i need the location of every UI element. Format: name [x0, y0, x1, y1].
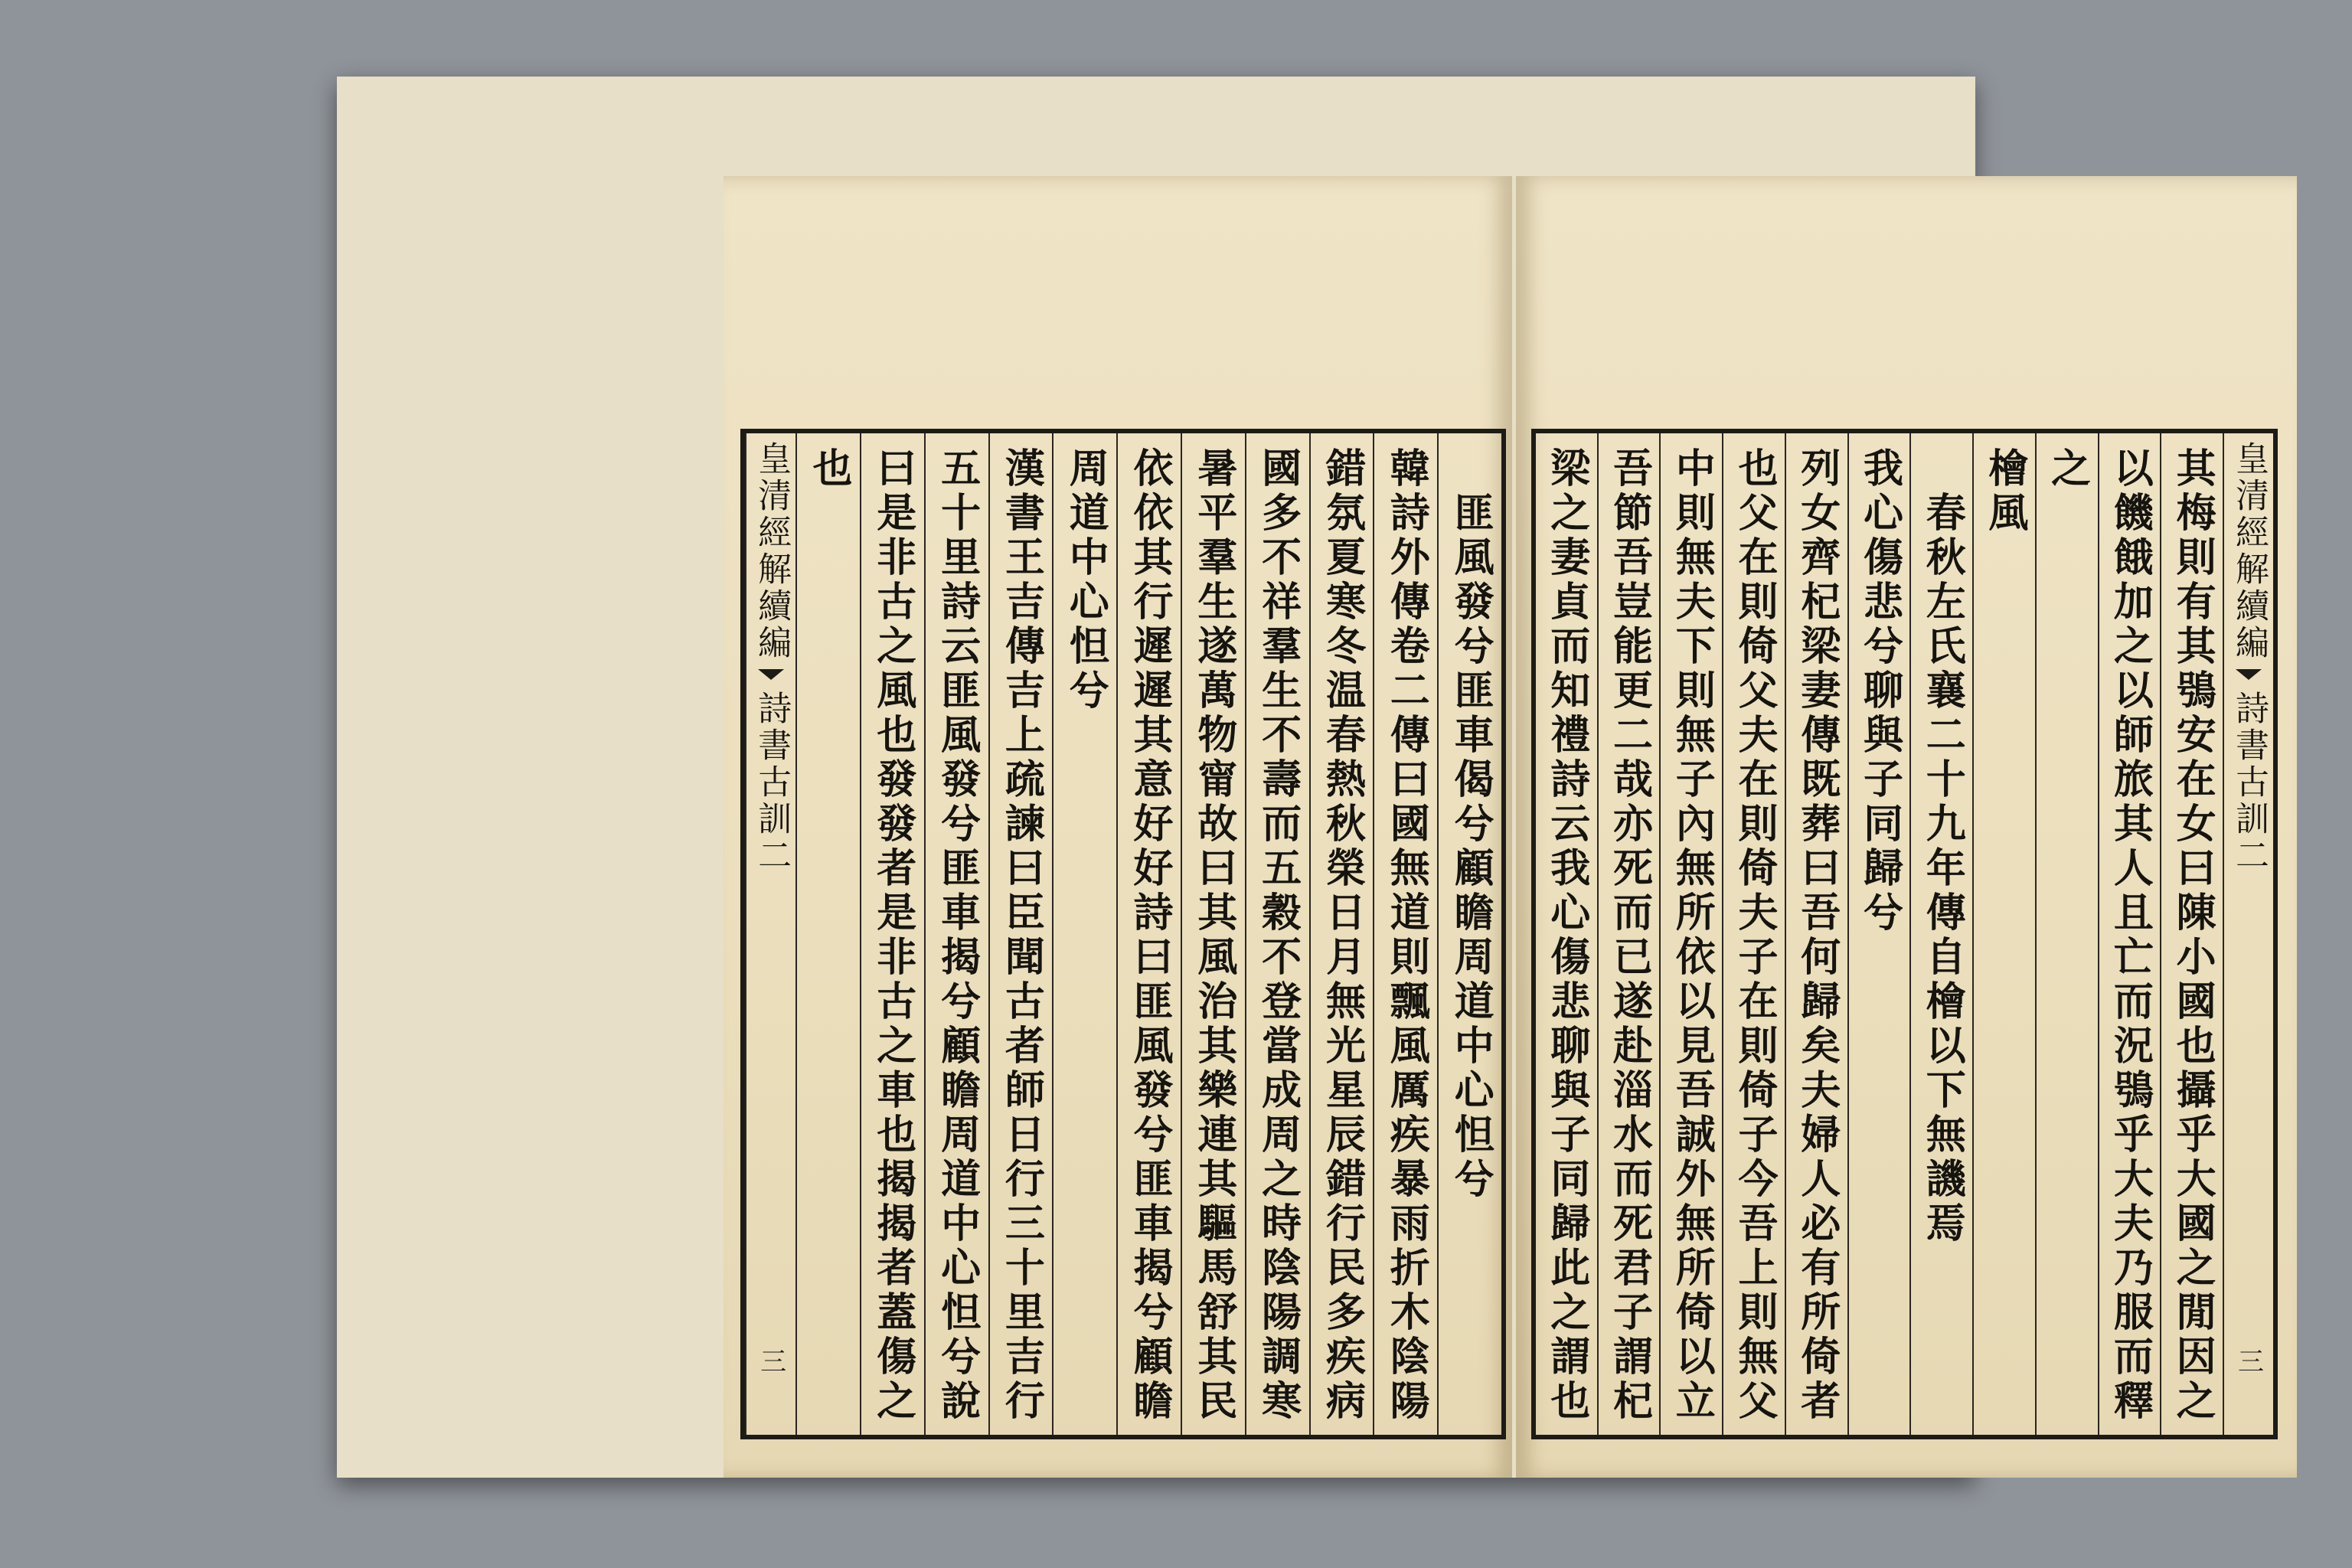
column-text: 檜風 [1981, 447, 2028, 536]
book-title: 皇清經解續編 [2230, 441, 2269, 662]
column-text: 之 [2043, 447, 2091, 492]
text-column [1909, 433, 1972, 1435]
left-text-frame [740, 429, 1506, 1439]
text-column [2035, 433, 2098, 1435]
text-column [1181, 433, 1245, 1435]
fish-tail-mark [2236, 669, 2262, 680]
column-text: 以饑餓加之以師旅其人且亡而況鴞乎大夫乃服而釋 [2106, 447, 2154, 1424]
text-column [795, 433, 860, 1435]
text-column [1597, 433, 1660, 1435]
right-page [1516, 176, 2297, 1478]
column-text: 韓詩外傳卷二傳曰國無道則飄風厲疾暴雨折木陰陽 [1383, 447, 1430, 1424]
text-column [1373, 433, 1437, 1435]
column-text: 也父在則倚父夫在則倚夫子在則倚子今吾上則無父 [1730, 447, 1778, 1424]
text-column [1245, 433, 1309, 1435]
text-column [2160, 433, 2223, 1435]
column-text: 錯氛夏寒冬温春熱秋榮日月無光星辰錯行民多疾病 [1318, 447, 1366, 1424]
text-column [860, 433, 924, 1435]
right-text-frame [1531, 429, 2278, 1439]
center-strip [745, 433, 795, 1435]
text-column [1116, 433, 1181, 1435]
column-text: 依依其行遲遲其意好好詩曰匪風發兮匪車揭兮顧瞻 [1126, 447, 1174, 1424]
column-text: 吾節吾豈能更二哉亦死而已遂赴淄水而死君子謂杞 [1606, 447, 1653, 1424]
column-text: 列女齊杞梁妻傳既葬曰吾何歸矣夫婦人必有所倚者 [1793, 447, 1841, 1424]
column-text: 漢書王吉傳吉上疏諫曰臣聞古者師日行三十里吉行 [998, 447, 1045, 1424]
text-column [1722, 433, 1785, 1435]
section-title: 詩書古訓二 [752, 691, 792, 874]
column-text: 也 [805, 447, 852, 492]
column-text: 中則無夫下則無子內無所依以見吾誠外無所倚以立 [1668, 447, 1716, 1424]
text-column [1052, 433, 1116, 1435]
column-text: 春秋左氏襄二十九年傳自檜以下無譏焉 [1919, 492, 1966, 1246]
column-text: 其梅則有其鴞安在女曰陳小國也攝乎大國之閒因之 [2169, 447, 2216, 1424]
column-text: 匪風發兮匪車偈兮顧瞻周道中心怛兮 [1447, 492, 1494, 1202]
left-page [724, 176, 1512, 1478]
column-text: 國多不祥羣生不壽而五穀不登當成周之時陰陽調寒 [1254, 447, 1302, 1424]
text-column [1847, 433, 1910, 1435]
folio-number: 三 [755, 1348, 786, 1374]
column-text: 我心傷悲兮聊與子同歸兮 [1856, 447, 1903, 936]
text-column [1536, 433, 1597, 1435]
column-text: 曰是非古之風也發發者是非古之車也揭揭者蓋傷之 [869, 447, 916, 1424]
column-text: 梁之妻貞而知禮詩云我心傷悲聊與子同歸此之謂也 [1543, 447, 1590, 1424]
text-column [988, 433, 1053, 1435]
text-column [924, 433, 988, 1435]
fish-tail-mark [758, 669, 784, 680]
text-column [2098, 433, 2161, 1435]
text-column [1309, 433, 1374, 1435]
right-columns [1536, 433, 2273, 1435]
text-column [1659, 433, 1722, 1435]
open-book [337, 77, 2269, 1478]
folio-number: 三 [2233, 1348, 2264, 1374]
text-column [1972, 433, 2035, 1435]
book-title: 皇清經解續編 [752, 441, 792, 662]
column-text: 暑平羣生遂萬物甯故曰其風治其樂連其驅馬舒其民 [1190, 447, 1237, 1424]
left-columns [745, 433, 1501, 1435]
center-strip [2223, 433, 2273, 1435]
column-text: 五十里詩云匪風發兮匪車揭兮顧瞻周道中心怛兮說 [933, 447, 981, 1424]
text-column [1785, 433, 1847, 1435]
text-column [1437, 433, 1501, 1435]
column-text: 周道中心怛兮 [1062, 447, 1109, 714]
section-title: 詩書古訓二 [2230, 691, 2269, 874]
